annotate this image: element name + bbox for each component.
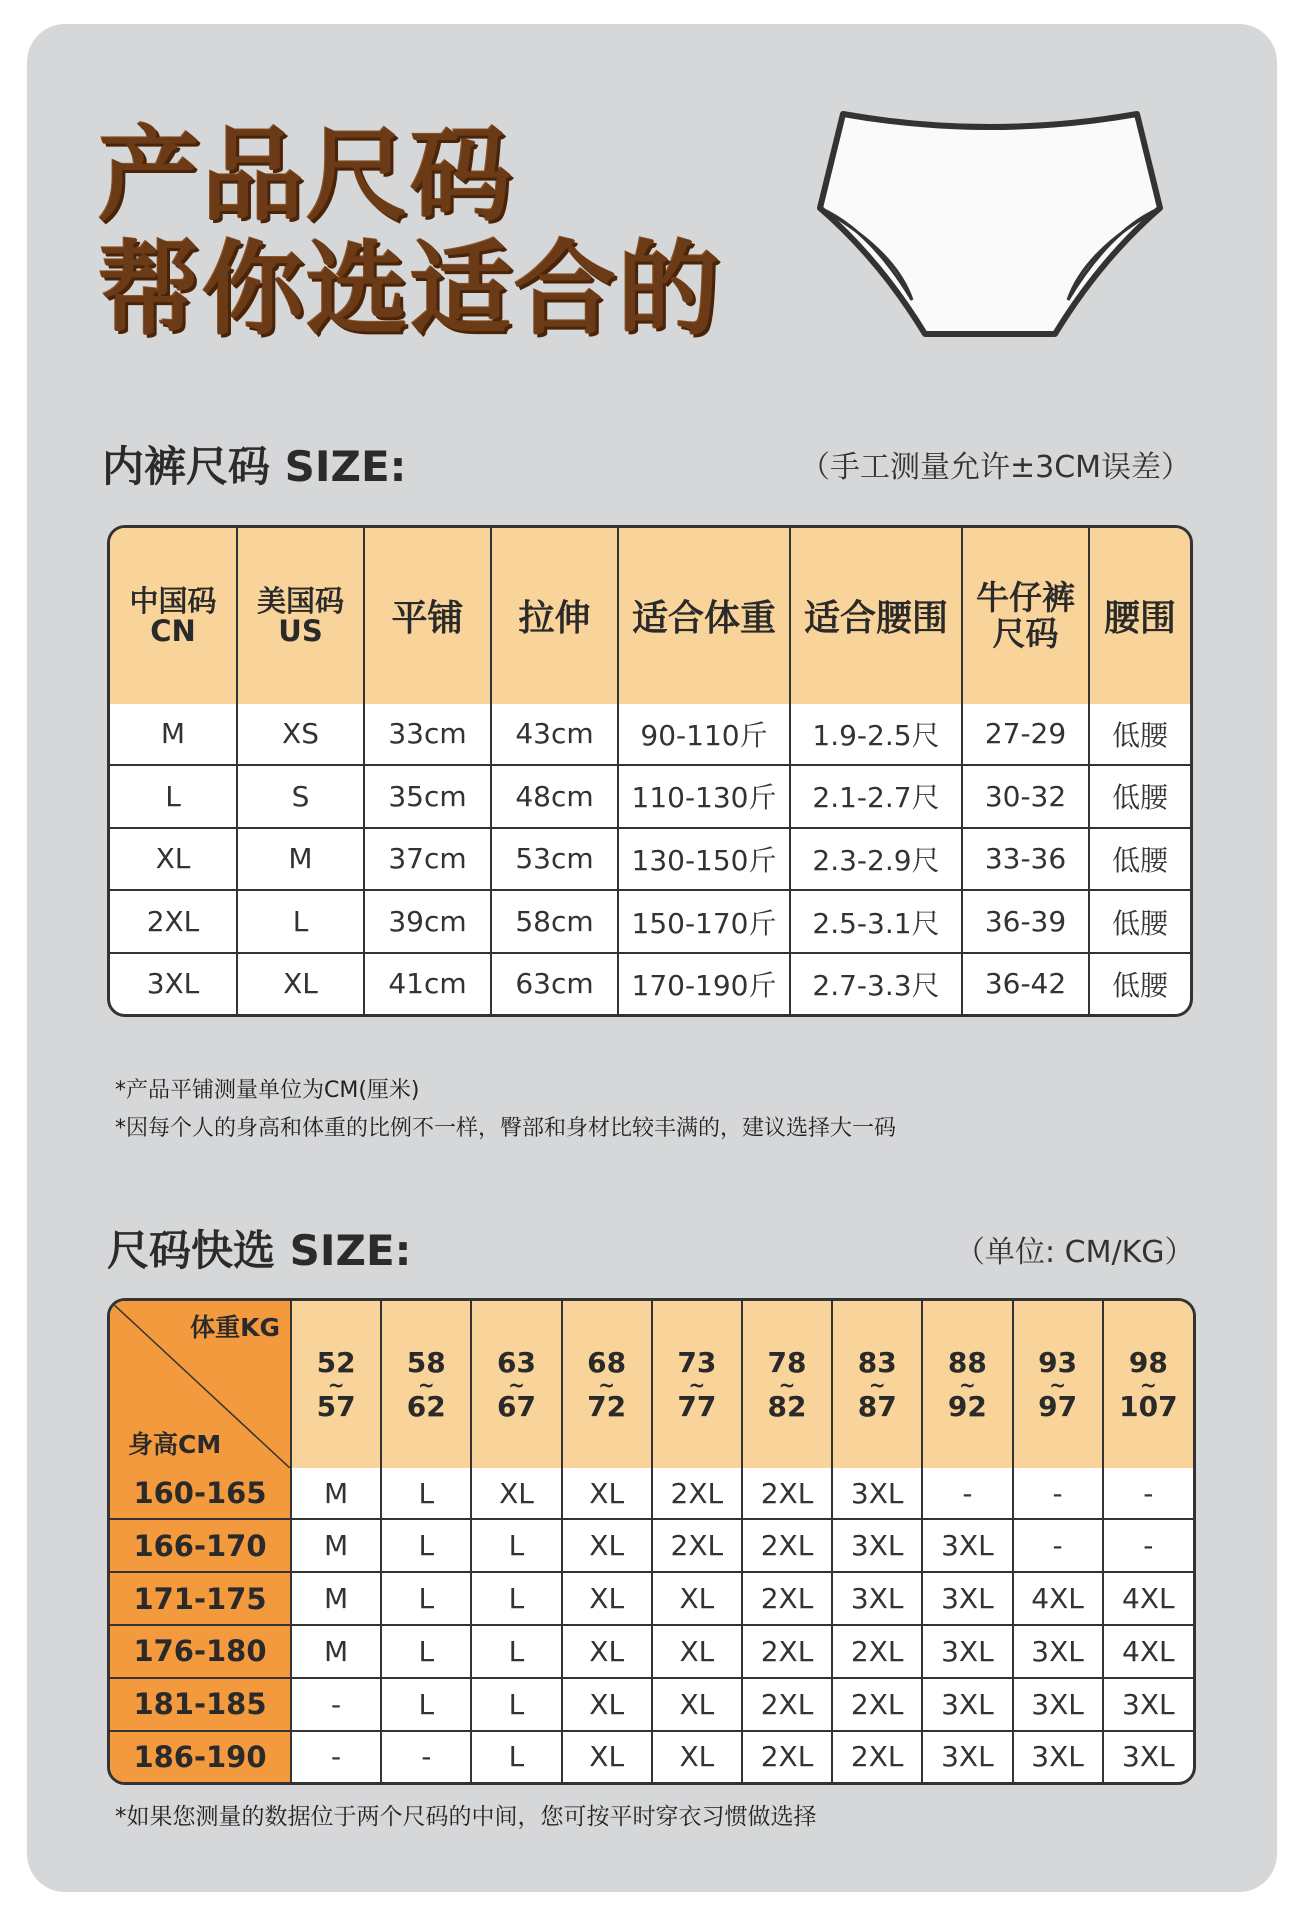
size-table-cell: 低腰 xyxy=(1089,704,1190,765)
weight-column-header: 58 ~ 62 xyxy=(381,1301,471,1468)
size-table-cell: L xyxy=(110,765,237,828)
size-table-cell: XL xyxy=(237,953,364,1014)
quick-size-cell: L xyxy=(471,1678,561,1731)
size-table-cell: XS xyxy=(237,704,364,765)
quick-size-cell: 2XL xyxy=(742,1678,832,1731)
weight-column-header: 68 ~ 72 xyxy=(562,1301,652,1468)
height-row-header: 166-170 xyxy=(110,1519,291,1572)
size-table-cell: 33-36 xyxy=(962,828,1089,891)
size-table-row xyxy=(110,765,1190,828)
size-table-cell: 170-190斤 xyxy=(618,953,790,1014)
quick-size-cell: - xyxy=(1103,1468,1193,1519)
quick-size-cell: XL xyxy=(562,1468,652,1519)
height-row-header: 181-185 xyxy=(110,1678,291,1731)
quick-size-cell: 3XL xyxy=(922,1678,1012,1731)
header-rise: 腰围 xyxy=(1089,528,1190,704)
quick-size-cell: 4XL xyxy=(1103,1572,1193,1625)
page-title-line1: 产品尺码 xyxy=(98,117,514,236)
size-table-cell: 37cm xyxy=(364,828,491,891)
size-section-title: 内裤尺码 SIZE: xyxy=(102,442,407,491)
quick-size-cell: 3XL xyxy=(1013,1678,1103,1731)
quick-size-cell: L xyxy=(471,1625,561,1678)
height-row-header: 186-190 xyxy=(110,1731,291,1782)
quick-size-cell: 2XL xyxy=(832,1678,922,1731)
weight-column-header: 78 ~ 82 xyxy=(742,1301,832,1468)
size-table-cell: 110-130斤 xyxy=(618,765,790,828)
size-table-cell: 27-29 xyxy=(962,704,1089,765)
size-table-cell: 2XL xyxy=(110,890,237,953)
quick-size-cell: 4XL xyxy=(1013,1572,1103,1625)
size-table-header xyxy=(110,528,1190,704)
quick-size-cell: - xyxy=(922,1468,1012,1519)
quick-size-cell: XL xyxy=(652,1625,742,1678)
quick-size-cell: XL xyxy=(562,1678,652,1731)
size-table-cell: 41cm xyxy=(364,953,491,1014)
size-table-cell: L xyxy=(237,890,364,953)
quick-size-cell: - xyxy=(291,1678,381,1731)
size-table-cell: 2.7-3.3尺 xyxy=(790,953,962,1014)
quick-size-cell: XL xyxy=(652,1731,742,1782)
size-table-cell: 30-32 xyxy=(962,765,1089,828)
quick-size-cell: M xyxy=(291,1572,381,1625)
quick-size-cell: 2XL xyxy=(742,1519,832,1572)
size-table-cell: 39cm xyxy=(364,890,491,953)
quick-size-cell: 3XL xyxy=(1103,1731,1193,1782)
header-waistline: 适合腰围 xyxy=(790,528,962,704)
size-table-cell: 3XL xyxy=(110,953,237,1014)
quick-size-cell: XL xyxy=(652,1572,742,1625)
quick-size-cell: XL xyxy=(562,1625,652,1678)
size-table-row xyxy=(110,828,1190,891)
quick-size-cell: XL xyxy=(562,1731,652,1782)
quick-size-cell: 4XL xyxy=(1103,1625,1193,1678)
quick-size-cell: 2XL xyxy=(742,1468,832,1519)
quick-table-row xyxy=(110,1572,1193,1625)
quick-size-cell: XL xyxy=(562,1519,652,1572)
quick-size-cell: 2XL xyxy=(742,1572,832,1625)
briefs-outline-icon xyxy=(800,100,1180,350)
quick-size-cell: L xyxy=(381,1678,471,1731)
quick-size-cell: - xyxy=(291,1731,381,1782)
header-cn: 中国码 CN xyxy=(110,528,237,704)
quick-table-row xyxy=(110,1468,1193,1519)
size-table-row xyxy=(110,890,1190,953)
quick-size-cell: 3XL xyxy=(922,1519,1012,1572)
weight-column-header: 52 ~ 57 xyxy=(291,1301,381,1468)
quick-size-cell: - xyxy=(1013,1468,1103,1519)
corner-weight-label: 体重KG xyxy=(190,1313,280,1342)
quick-size-cell: - xyxy=(381,1731,471,1782)
size-table-cell: 36-39 xyxy=(962,890,1089,953)
quick-size-cell: 3XL xyxy=(832,1468,922,1519)
quick-size-cell: M xyxy=(291,1519,381,1572)
corner-cell xyxy=(110,1301,291,1468)
quick-size-cell: 2XL xyxy=(742,1731,832,1782)
size-table-cell: 低腰 xyxy=(1089,890,1190,953)
quick-size-cell: M xyxy=(291,1468,381,1519)
quick-size-cell: 2XL xyxy=(742,1625,832,1678)
quick-size-cell: XL xyxy=(471,1468,561,1519)
size-table-row xyxy=(110,704,1190,765)
quick-size-cell: 3XL xyxy=(922,1572,1012,1625)
quick-size-cell: 3XL xyxy=(1103,1678,1193,1731)
size-table-cell: 36-42 xyxy=(962,953,1089,1014)
quick-size-cell: 2XL xyxy=(832,1625,922,1678)
height-row-header: 160-165 xyxy=(110,1468,291,1519)
size-table-cell: S xyxy=(237,765,364,828)
quick-size-cell: L xyxy=(471,1731,561,1782)
size-note-2: *因每个人的身高和体重的比例不一样，臀部和身材比较丰满的，建议选择大一码 xyxy=(115,1116,897,1141)
quick-size-cell: L xyxy=(471,1519,561,1572)
size-table-cell: 150-170斤 xyxy=(618,890,790,953)
quick-size-cell: 2XL xyxy=(652,1468,742,1519)
quick-size-cell: 3XL xyxy=(832,1519,922,1572)
quick-size-cell: 3XL xyxy=(832,1572,922,1625)
weight-column-header: 88 ~ 92 xyxy=(922,1301,1012,1468)
size-table-cell: M xyxy=(110,704,237,765)
size-table-cell: 2.3-2.9尺 xyxy=(790,828,962,891)
quick-size-cell: 2XL xyxy=(832,1731,922,1782)
weight-column-header: 73 ~ 77 xyxy=(652,1301,742,1468)
size-table-cell: 低腰 xyxy=(1089,953,1190,1014)
quick-size-cell: L xyxy=(381,1625,471,1678)
header-weight: 适合体重 xyxy=(618,528,790,704)
size-table-cell: 33cm xyxy=(364,704,491,765)
height-row-header: 171-175 xyxy=(110,1572,291,1625)
size-table-cell: 2.1-2.7尺 xyxy=(790,765,962,828)
size-table-cell: 63cm xyxy=(491,953,618,1014)
size-table-cell: 53cm xyxy=(491,828,618,891)
quick-footnote: *如果您测量的数据位于两个尺码的中间，您可按平时穿衣习惯做选择 xyxy=(115,1804,817,1830)
quick-size-cell: 3XL xyxy=(1013,1625,1103,1678)
quick-size-cell: - xyxy=(1013,1519,1103,1572)
size-table-cell: M xyxy=(237,828,364,891)
size-table-cell: 2.5-3.1尺 xyxy=(790,890,962,953)
page-title-line2: 帮你选适合的 xyxy=(98,231,722,350)
quick-size-cell: L xyxy=(381,1468,471,1519)
header-jeans: 牛仔裤 尺码 xyxy=(962,528,1089,704)
quick-size-cell: 3XL xyxy=(922,1731,1012,1782)
size-section-note: （手工测量允许±3CM误差） xyxy=(800,450,1192,485)
quick-size-cell: XL xyxy=(562,1572,652,1625)
size-table-cell: 130-150斤 xyxy=(618,828,790,891)
quick-table-header xyxy=(110,1301,1193,1468)
weight-column-header: 63 ~ 67 xyxy=(471,1301,561,1468)
size-table-cell: 58cm xyxy=(491,890,618,953)
quick-size-cell: L xyxy=(471,1572,561,1625)
size-table-cell: 90-110斤 xyxy=(618,704,790,765)
quick-size-cell: 3XL xyxy=(1013,1731,1103,1782)
quick-size-cell: M xyxy=(291,1625,381,1678)
quick-table-row xyxy=(110,1731,1193,1782)
quick-table-row xyxy=(110,1519,1193,1572)
header-stretch: 拉伸 xyxy=(491,528,618,704)
weight-column-header: 93 ~ 97 xyxy=(1013,1301,1103,1468)
quick-size-cell: L xyxy=(381,1572,471,1625)
size-table-cell: 43cm xyxy=(491,704,618,765)
quick-section-note: （单位: CM/KG） xyxy=(955,1235,1195,1270)
size-table-cell: XL xyxy=(110,828,237,891)
weight-column-header: 98 ~ 107 xyxy=(1103,1301,1193,1468)
size-table xyxy=(107,525,1193,1017)
header-flat: 平铺 xyxy=(364,528,491,704)
size-table-cell: 1.9-2.5尺 xyxy=(790,704,962,765)
corner-height-label: 身高CM xyxy=(128,1429,222,1459)
quick-size-cell: 3XL xyxy=(922,1625,1012,1678)
weight-column-header: 83 ~ 87 xyxy=(832,1301,922,1468)
size-table-cell: 低腰 xyxy=(1089,765,1190,828)
header-us: 美国码 US xyxy=(237,528,364,704)
quick-size-cell: 2XL xyxy=(652,1519,742,1572)
height-row-header: 176-180 xyxy=(110,1625,291,1678)
quick-size-cell: - xyxy=(1103,1519,1193,1572)
size-note-1: *产品平铺测量单位为CM(厘米) xyxy=(115,1078,420,1103)
size-table-row xyxy=(110,953,1190,1014)
quick-size-cell: XL xyxy=(652,1678,742,1731)
size-table-cell: 48cm xyxy=(491,765,618,828)
size-table-cell: 35cm xyxy=(364,765,491,828)
quick-section-title: 尺码快选 SIZE: xyxy=(107,1226,412,1275)
quick-table-row xyxy=(110,1625,1193,1678)
size-table-cell: 低腰 xyxy=(1089,828,1190,891)
quick-table xyxy=(107,1298,1196,1785)
quick-size-cell: L xyxy=(381,1519,471,1572)
quick-table-row xyxy=(110,1678,1193,1731)
